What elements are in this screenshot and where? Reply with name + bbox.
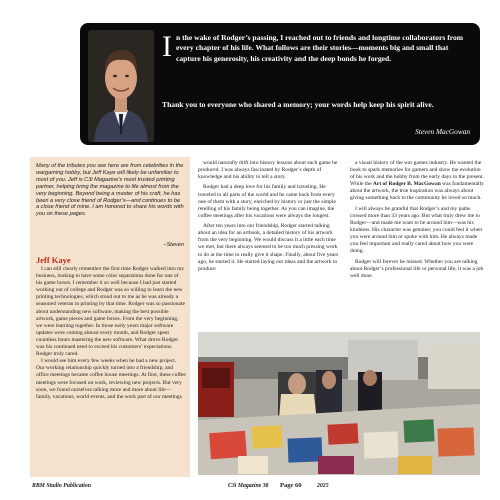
column-1-body — [36, 266, 186, 401]
footer-publisher: RBM Studio Publication — [32, 483, 91, 489]
footer-year: 2025 — [317, 483, 329, 489]
book-title: Art of Rodger B. MacGowan — [372, 181, 441, 188]
body-text: was fundamentally about the artwork, the true inspiration was always about giving something back to the community he loved so much. — [350, 181, 484, 202]
editor-note-credit: –Steven — [163, 242, 184, 248]
column-2-body — [198, 160, 342, 276]
footer-page-number: Page 60 — [280, 482, 302, 489]
body-paragraph: After ten years into our friendship, Rodger started talking about an idea for an artbook, a detailed history of his artwork from the very beginning. We would discuss it a little each time we met, but there always seemed to be too much pressing work to do at the time to really give it shape. Finally, about five years ago, he started it. He started laying out ideas and the artwork to produce — [198, 223, 339, 272]
drop-cap: I — [162, 30, 172, 63]
intro-paragraph — [162, 30, 474, 64]
footer-magazine: C3i Magazine 38 — [228, 483, 269, 489]
body-paragraph: I can still clearly remember the first time Rodger walked into my business, looking to have some color separations done for one of his game boxes. I remember it so well because I had just started working out of college and Rodger was so willing to learn the new printing technologies, which stood out to me as he was already a seasoned veteran in printing by that time. Rodger was so passionate about understanding new software, making the best possible artwork, game pieces and game boxes. From the very beginning, we were learning together. In those early years major software updates were coming almost every month, and Rodger spent countless hours mastering the new software. What drove Rodger was his continued need to exceed his customers’ expectations. Rodger truly cared. — [36, 266, 185, 358]
body-paragraph: I will always be grateful that Rodger’s and my paths crossed more than 33 years ago. But what truly drew me to Rodger—and made me want to be around him—was his kindness. His character was genuine; you could feel it when you were around him or spoke with him. He always made you feel important and really cared about how you were doing. — [350, 205, 482, 255]
column-3-body — [350, 160, 484, 283]
body-paragraph — [350, 160, 484, 203]
signature: Steven MacGowan — [415, 127, 470, 136]
portrait-photo — [88, 30, 154, 142]
tribute-author-heading: Jeff Kaye — [36, 255, 71, 265]
thanks-paragraph: Thank you to everyone who shared a memory; your words help keep his spirit alive. — [162, 100, 434, 109]
intro-text: n the wake of Rodger’s passing, I reached out to friends and longtime collaborators from every chapter of his life. What follows are their stories—moments big and small that capture his generosity, his creativity and the deep bonds he forged. — [176, 33, 464, 63]
body-paragraph: Rodger had a deep love for his family and traveling. He traveled to all parts of the world and he came back from every one of them with a story, enriched by history or just the simple retelling of his family being together. As you can imagine, the coffee meetings after his vacations were always the longest. — [198, 184, 336, 219]
editor-note: Many of the tributes you see here are from celebrities in the wargaming hobby, but Jeff Kaye will likely be unfamiliar to most of you. Jeff is C3i Magazine’s most trusted printing partner, helping bring the magazine to life almost from the very beginning. Beyond being a master of his craft, he has been a very close friend of Rodger’s—and continues to be a close friend of mine. I am honored to share his words with you on these pages. — [36, 163, 184, 218]
body-text: a visual history of the war games industry. He wanted the book to spark memories for gamers and show the evolution of his work and the hobby from the early days to the present. While the — [350, 160, 484, 188]
body-paragraph: would naturally drift into history lessons about each game he produced. I was always fascinated by Rodger’s depth of knowledge and his ability to tell a story. — [198, 160, 338, 181]
body-paragraph: Rodger will forever be missed. Whether you are talking about Rodger’s professional life or personal life, it was a job well done. — [350, 258, 484, 279]
print-shop-photo — [198, 332, 480, 475]
body-paragraph: I would see him every few weeks when he had a new project. Our working relationship quickly turned into a friendship, and office meetings became coffee house meetings. At first, these coffee meetings were focused on work, reviewing new projects. But very soon, we found ourselves talking more and more about life—family, vacations, world events, and the work part of our meetings — [36, 358, 186, 400]
page-footer — [30, 481, 480, 493]
